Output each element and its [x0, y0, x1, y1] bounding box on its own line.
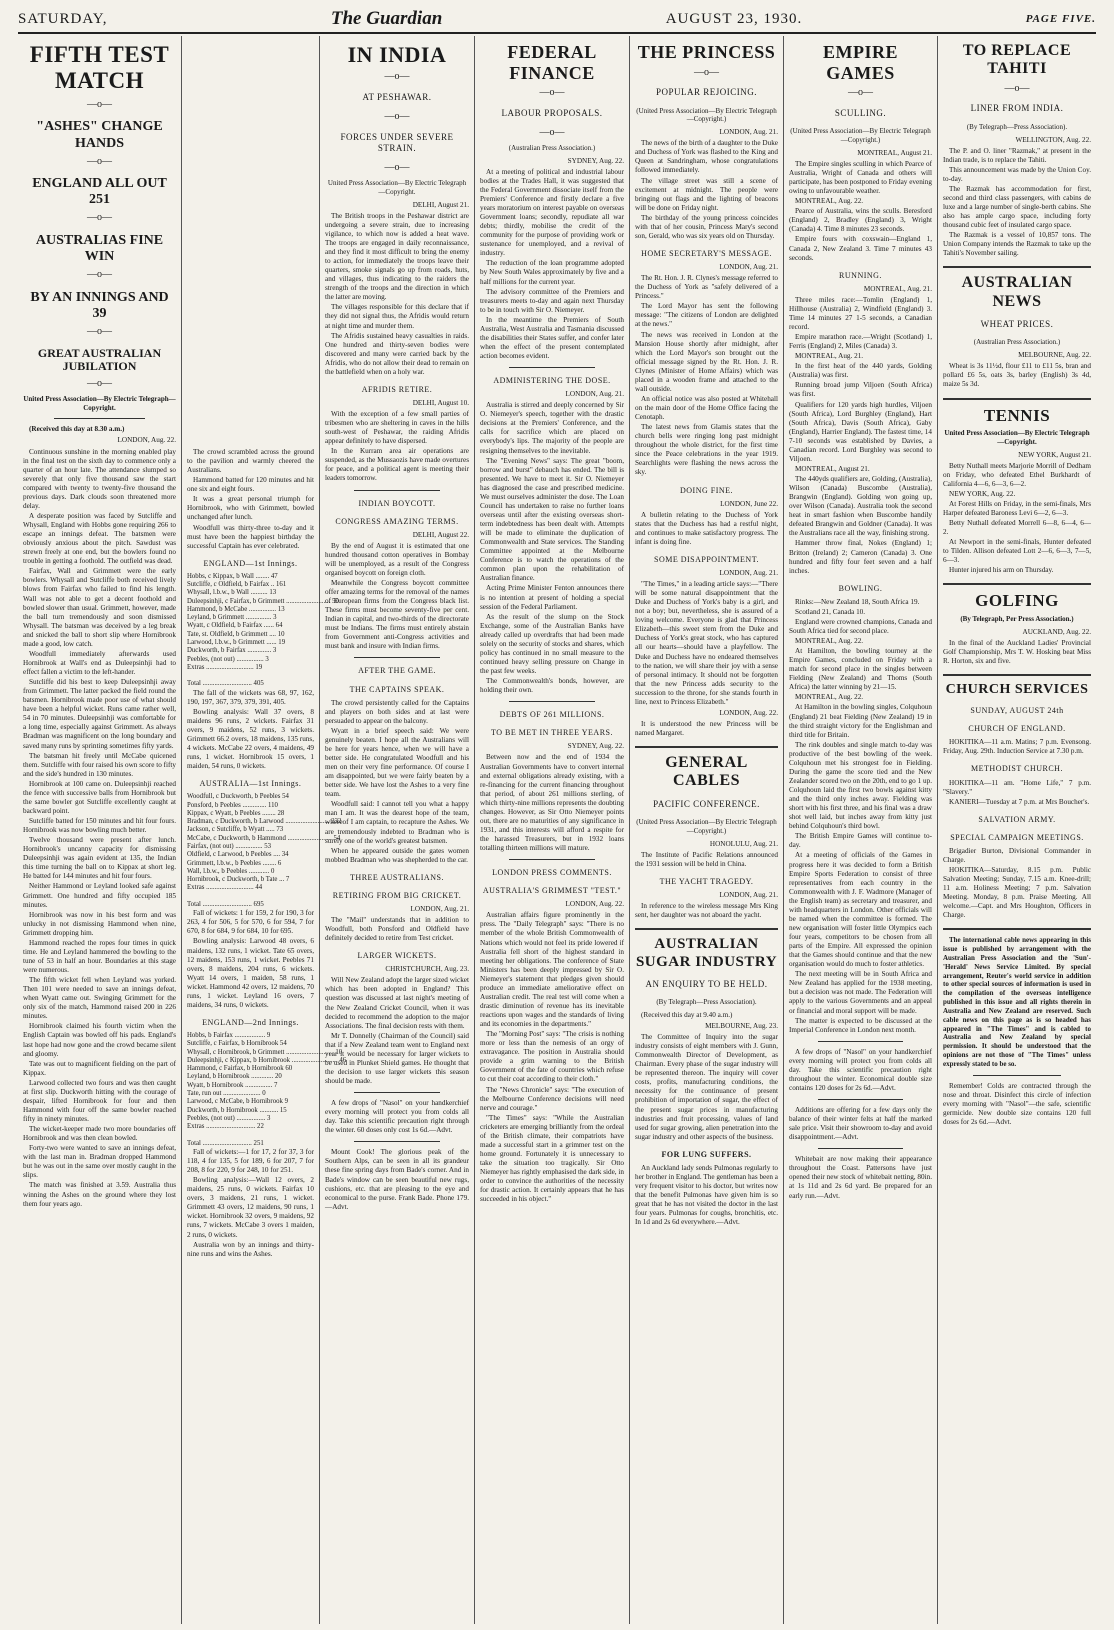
article-paragraph: Woodfull was thirty-three to-day and it must have been the happiest birthday the successful Captain has ever celebrated.: [187, 523, 314, 550]
princess-dateline: LONDON, Aug. 21.: [719, 128, 778, 137]
article-paragraph: The fifth wicket fell when Leyland was yorked. Then 101 were needed to save an innings defeat, when Wyatt came out. Swinging Grimmett for the only six of the match, Hammond raised 200 in 226 minutes.: [23, 976, 176, 1021]
article-paragraph: The "News Chronicle" says: "The execution of the Melbourne Conference decisions will need nerve and courage.": [480, 1085, 624, 1112]
article-paragraph: Brigadier Burton, Divisional Commander in Charge.: [943, 846, 1091, 864]
article-paragraph: The Institute of Pacific Relations announced the 1931 session will be held in China.: [635, 850, 778, 868]
church-england-heading: CHURCH OF ENGLAND.: [968, 724, 1066, 734]
dateline: LONDON, Aug. 21.: [719, 568, 778, 577]
article-paragraph: The Lord Mayor has sent the following message: "The citizens of London are delighted at the news.": [635, 302, 778, 329]
article-paragraph: The advisory committee of the Premiers and treasurers meets to-day and again next Thursday to be in touch with Sir O. Niemeyer.: [480, 287, 624, 314]
dateline: DELHI, August 10.: [412, 398, 469, 407]
article-paragraph: The next meeting will be in South Africa and New Zealand has applied for the 1938 meeting, but a decision was not made. The Federation will apply to the various Governments and an appeal or financial and moral support will be made.: [789, 970, 932, 1015]
article-paragraph: Three miles race:—Tomlin (England) 1, Hillhouse (Australia) 2, Windfield (England) 3. Time 14 minutes 27 1-5 seconds, a Canadian record.: [789, 295, 932, 331]
ornament: —o—: [539, 127, 565, 139]
article-paragraph: Australia is stirred and deeply concerned by Sir O. Niemeyer's speech, together with the drastic decisions at the Premiers' Conference, and the calls for sacrifice which are placed on everybody's lips. The majority of the people are resigning themselves to the inevitable.: [480, 401, 624, 455]
dateline: LONDON, Aug. 21.: [719, 263, 778, 272]
test-match-deck-2: ENGLAND ALL OUT 251: [32, 176, 167, 208]
article-paragraph: Woodfull said: I cannot tell you what a happy man I am. It was the dearest hope of the team, whereof I am captain, to recapture the Ashes. We are tremendously indebted to Bradman who is surely one of the world's greatest batsmen.: [325, 800, 469, 845]
section-subheading: TO BE MET IN THREE YEARS.: [491, 728, 613, 738]
divider: [509, 859, 595, 860]
article-paragraph: Will New Zealand adopt the larger sized wicket which has been adopted in England? This question was discussed at last night's meeting of the New Zealand Cricket Council, when it was decided to recommend the adoption to the major Associations. The final decision rests with them.: [325, 976, 469, 1030]
cables-credit: (United Press Association—By Electric Telegraph—Copyright.): [636, 818, 777, 836]
tennis-credit: United Press Association—By Electric Telegraph—Copyright.: [944, 429, 1090, 446]
church-headline: CHURCH SERVICES: [945, 682, 1089, 698]
section-heading: FOR LUNG SUFFERS.: [661, 1149, 752, 1159]
tahiti-dateline: WELLINGTON, Aug. 22.: [1015, 135, 1091, 144]
ornament: —o—: [87, 326, 112, 337]
divider: [973, 1075, 1062, 1076]
dateline: MELBOURNE, Aug. 23.: [705, 1021, 778, 1030]
masthead-date: AUGUST 23, 1930.: [665, 10, 803, 27]
advertisement: Mount Cook! The glorious peak of the Southern Alps, can be seen in all its grandeur these fine spring days from Bade's corner. And in Bade's window can be seen beautiful new rugs, cushions, etc. that are pleasing to the eye and economical to the purse. Frank Bade. Phone 179.—Advt.: [325, 1148, 469, 1211]
india-credit: United Press Association—By Electric Telegraph—Copyright.: [327, 179, 467, 196]
dateline: SYDNEY, Aug. 22.: [567, 742, 624, 751]
article-paragraph: England were crowned champions, Canada and South Africa tied for second place.: [789, 617, 932, 635]
column-empire-games: [784, 36, 938, 1624]
advertisement: A few drops of "Nasol" on your handkerchief every morning will protect you from colds all day. Take this scientific precaution right through the winter. 60 doses only cost 1s 6d.—Advt.: [325, 1099, 469, 1135]
empire-credit: (United Press Association—By Electric Telegraph—Copyright.): [790, 127, 931, 145]
article-paragraph: Hornibrook was now in his best form and was unlucky in not dismissing Hammond when nine, Grimmett dropping him.: [23, 910, 176, 937]
article-paragraph: The batsman hit freely until McCabe quicened them. Sutcliffe with four raised his own score to fifty and the side's hundred in 130 minutes.: [23, 751, 176, 778]
article-paragraph: The "Evening News" says: The great "boom, borrow and burst" debauch has ended. The bill is presented. We have to meet it. Sir O. Niemeyer has diagnosed the case and prescribed medicine. We must ourselves administer the dose. The Loan Council has undertaken to raise no further loans overseas until after the existing overseas short-term indebtedness has been dealt with. Attempts will be made to eliminate the duplication of Commonwealth and State services. The Standing Committee appointed at the Melbourne Conference is to watch the operations of the common plan upon the rehabilitation of Australian finance.: [480, 456, 624, 583]
article-paragraph: Scotland 21, Canada 10.: [795, 607, 866, 616]
divider: [354, 490, 440, 491]
article-paragraph: Fairfax, Wall and Grimmett were the early bowlers. Whysall and Sutcliffe both received lively blows from Fairfax who failed to find his length. Wall was not able to get a decent foothold and bowled slower than usual. Grimmett, however, made the ball turn tremendously and soon dismissed Whysall. The batsman was deceived by a leg break and snicked the ball to short slip where Hornibrook made a good, low catch.: [23, 567, 176, 648]
article-paragraph: This announcement was made by the Union Coy. to-day.: [943, 165, 1091, 183]
article-paragraph: The birthday of the young princess coincides with that of her cousin, Princess Mary's second son, Gerald, who was six years old on Thursday.: [635, 213, 778, 240]
masthead-page-number: PAGE FIVE.: [1025, 13, 1096, 25]
ornament: —o—: [384, 71, 410, 83]
article-paragraph: The Commonwealth's bonds, however, are holding their own.: [480, 677, 624, 695]
article-paragraph: When he appeared outside the gates women mobbed Bradman who was shepherded to the car.: [325, 846, 469, 864]
australian-news-credit: (Australian Press Association.): [973, 338, 1061, 347]
article-paragraph: In the first heat of the 440 yards, Golding (Australia) was first.: [789, 362, 932, 380]
section-subheading: CONGRESS AMAZING TERMS.: [335, 516, 459, 526]
article-paragraph: KANIERI—Tuesday at 7 p.m. at Mrs Boucher's.: [949, 797, 1090, 806]
section-heading: THE YACHT TRAGEDY.: [659, 877, 754, 887]
masthead-day: SATURDAY,: [18, 10, 108, 27]
dateline: LONDON, June 22.: [720, 499, 778, 508]
test-match-credit: United Press Association—By Electric Telegraph—Copyright.: [23, 394, 176, 412]
sugar-received: (Received this day at 9.40 a.m.): [641, 1010, 733, 1019]
princess-credit: (United Press Association—By Electric Telegraph—Copyright.): [636, 106, 777, 124]
article-paragraph: It is understood the new Princess will be named Margaret.: [635, 719, 778, 738]
scorecard-england-2nd: Hobbs, b Fairfax .................. 9 Sutcliffe, c Fairfax, b Hornibrook 54 Whysall, c Hornibrook, b Grimmett ............................ 10 Duleepsinhji, c Kippax, b Hornibrook ........................... 46 Hammond, c Fairfax, b Hornibrook 60 Leyland, b Hornibrook ............. 20 Wyatt, b Hornibrook ................ 7 Tate, run out ...................... 0 Larwood, c McCabe, b Hornibrook 9 Duckworth, b Hornibrook ........... 15 Peebles, (not out) ................. 3 Extras ............................. 22 Total ............................. 251: [187, 1032, 347, 1147]
advertisement: Additions are offering for a few days only the balance of their winter felts at half the marked sale price. Visit their showroom to-day and avoid disappointment.—Advt.: [789, 1106, 932, 1142]
federal-subhead: LABOUR PROPOSALS.: [501, 107, 603, 118]
sugar-credit: (By Telegraph—Press Association).: [656, 998, 757, 1007]
article-paragraph: The "Mail" understands that in addition to Woodfull, both Ponsford and Oldfield have definitely decided to retire from Test cricket.: [325, 915, 469, 943]
ornament: —o—: [539, 87, 565, 99]
article-paragraph: A desperate position was faced by Sutcliffe and Whysall, England with Hobbs gone requiring 266 to escape an innings defeat. The batsmen were obviously anxious about the pitch. Sawdust was strewn freely at one end, but the bowlers found no trouble in getting a foothold. The outfield was dead.: [23, 511, 176, 566]
article-paragraph: In the final of the Auckland Ladies' Provincial Golf Championship, Mrs T. W. Hosking beat Miss R. Horton, six and five.: [943, 638, 1091, 666]
empire-subhead: SCULLING.: [834, 107, 887, 118]
article-paragraph: Sutcliffe batted for 150 minutes and hit four fours. Hornibrook was now bowling much better.: [23, 817, 176, 835]
dateline: MELBOURNE, Aug. 22.: [1018, 351, 1091, 360]
article-paragraph: Hornibrook at 100 came on. Duleepsinhji reached the fence with successive balls from Hornibrook but the same bowler got Sutcliffe excellently caught at backward point.: [23, 779, 176, 815]
article-paragraph: The British Empire Games will continue to-day.: [789, 832, 932, 850]
test-match-headline: FIFTH TEST MATCH: [29, 42, 170, 94]
article-paragraph: Mr T. Donnelly (Chairman of the Council) said that if a New Zealand team went to England next year it would be necessary for larger wickets to be used in Plunket Shield games. He thought that the decision to use larger wickets this season should be made.: [325, 1031, 469, 1085]
article-paragraph: It was a great personal triumph for Hornibrook, who with Grimmett, bowled unchanged after lunch.: [187, 495, 314, 522]
church-date: SUNDAY, AUGUST 24th: [970, 706, 1064, 716]
advertisement: A few drops of "Nasol" on your handkerchief every morning will protect you from colds all day. Take this scientific precaution right throughout the winter. Economical double size contains 120 doses for 2s 6d.—Advt.: [789, 1047, 932, 1092]
empire-headline: EMPIRE GAMES: [823, 42, 898, 83]
column-tahiti: [938, 36, 1096, 1624]
article-paragraph: In reference to the wireless message Mrs King sent, her daughter was not aboard the yacht.: [635, 902, 778, 920]
article-paragraph: Australian affairs figure prominently in the press. The "Daily Telegraph" says: "There is no member of the whole British Commonwealth of Nations which would not feel its pride lowered if Australia fell short of the highest standard in meeting her obligations. The conference of State Ministers has been deeply impressed by Sir O. Niemeyer's statement that pledges given should produce an immediate ameliorative effect on Australian credit. The real test will come when a drastic diminution of revenue has its inevitable reactions upon wages and the standards of living and its economies in the departments.": [480, 911, 624, 1029]
divider: [943, 266, 1091, 268]
article-paragraph: At Hamilton, the bowling tourney at the Empire Games, concluded on Friday with a match for second place in the singles between Fielding (New Zealand) and Thoms (South Africa) the latter winning by 21—15.: [789, 647, 932, 692]
dateline: LONDON, Aug. 21.: [410, 904, 469, 913]
article-paragraph: Empire marathon race.—Wright (Scotland) 1, Ferris (England) 2, Miles (Canada) 3.: [789, 333, 932, 351]
article-paragraph: The Committee of Inquiry into the sugar industry consists of eight members with J. Gunn, Commonwealth Director of Development, as Chairman. Every phase of the sugar industry will be represented thereon. The inquiry will cover costs, profits, manufacturing conditions, the necessity for the continuance of present prohibition of importation of sugar, the effect of the present sugar prices in manufacturing industries and fruit processing, values of land used for sugar growing, alien penetration into the sugar industry and other aspects of the business.: [635, 1033, 778, 1141]
tennis-headline: TENNIS: [983, 405, 1051, 425]
ornament: —o—: [87, 212, 112, 224]
dateline: HONOLULU, Aug. 21.: [709, 839, 778, 848]
india-dateline: DELHI, August 21.: [412, 200, 469, 209]
article-paragraph: With the exception of a few small parties of tribesmen who are sheltering in caves in the hills south-west of Peshawar, the raiding Afridis appear definitely to have dispersed.: [325, 410, 469, 446]
article-paragraph: Neither Hammond or Leyland looked safe against Grimmett. One hundred and fifty occupied 185 minutes.: [23, 882, 176, 909]
article-paragraph: Between now and the end of 1934 the Australian Governments have to convert internal and external obligations already existing, with a re-financing for the current financing throughout that period, of about 261 millions sterling, of which thirty-nine millions represents the doubting changes. However, as Sir Otto Niemeyer points out, there are no maturities of any significance in 1931, and this interests will afford a respite for the harassed Treasurers, but in 1932 loans totalling thirteen millions will mature.: [480, 753, 624, 853]
divider: [54, 418, 146, 419]
ornament: —o—: [694, 66, 719, 78]
scorecard-australia-1st: Woodfull, c Duckworth, b Peebles 54 Ponsford, b Peebles .............. 110 Kippax, c Wyatt, b Peebles ........ 28 Bradman, c Duckworth, b Larwood .......................... 232 Jackson, c Sutcliffe, b Wyatt ..... 73 McCabe, c Duckworth, b Hammond .......................... 54 Fairfax, (not out) ................ 53 Oldfield, c Larwood, b Peebles .... 34 Grimmett, l.b.w., b Peebles ........ 6 Wall, l.b.w., b Peebles ............ 0 Hornibrook, c Duckworth, b Tate ... 7 Extras ............................ 44 Total ............................. 695: [187, 793, 342, 908]
sugar-headline: AUSTRALIAN SUGAR INDUSTRY: [635, 936, 778, 970]
advertisement: Whitebait are now making their appearance throughout the Coast. Pattersons have just opened their new stock of whitebait netting, 80in. at 1s 11d and 2s 6d yard. Be prepared for an early run.—Advt.: [789, 1155, 932, 1200]
test-match-deck-1: "ASHES" CHANGE HANDS: [36, 119, 163, 151]
ornament: —o—: [87, 98, 112, 110]
divider: [943, 583, 1091, 585]
bowling-analysis: Bowling analysis:—Wall 12 overs, 2 maidens, 25 runs, 0 wickets. Fairfax 10 overs, 3 maidens, 21 runs, 1 wicket. Grimmett 43 overs, 12 maidens, 90 runs, 1 wicket. Hornibrook 32 overs, 9 maidens, 92 runs, 7 wickets. McCabe 3 overs 1 maiden, 2 runs, 0 wickets.: [187, 1176, 314, 1239]
article-paragraph: Acting Prime Minister Fenton announces there is no intention at present of holding a special session of the Federal Parliament.: [480, 584, 624, 611]
article-paragraph: Tate was out to magnificent fielding on the part of Kippax.: [23, 1059, 176, 1077]
article-paragraph: Hammer throw final, Nokes (England) 1; Britton (Ireland) 2; Cameron (Canada) 3. One hundred and fifty four feet seven and a half inches.: [789, 539, 932, 575]
ornament: —o—: [848, 87, 873, 99]
scorecard-title: AUSTRALIA—1st Innings.: [199, 779, 302, 789]
divider: [354, 1092, 440, 1093]
article-paragraph: By the end of August it is estimated that one hundred thousand cotton operatives in Bombay will be unemployed, as a result of the Congress organised boycott on foreign cloth.: [325, 541, 469, 577]
church-methodist-heading: METHODIST CHURCH.: [971, 764, 1063, 774]
article-paragraph: The Razmak has accommodation for first, second and third class passengers, with cabins de luxe and a large number of single-berth cabins. She also has ample cargo space, including forty thousand cubic feet of insulated cargo space.: [943, 184, 1091, 230]
article-paragraph: At a meeting of political and industrial labour bodies at the Trades Hall, it was suggested that the Federal Government dissociate itself from the Premiers' Conference and firstly declare a five years moratorium on interest payable on overseas Government loans; secondly, repudiate all war debts; thirdly, mobilise the credit of the community for the purpose of providing work or sustenance for unemployed, and a revival of industry.: [480, 167, 624, 258]
article-paragraph: NEW YORK, Aug. 22.: [949, 489, 1016, 498]
article-paragraph: The news of the birth of a daughter to the Duke and Duchess of York was flashed to the King and Queen at Sandringham, whose congratulations followed immediately.: [635, 139, 778, 175]
section-subheading: RETIRING FROM BIG CRICKET.: [332, 890, 462, 900]
section-heading: ADMINISTERING THE DOSE.: [493, 376, 611, 386]
article-paragraph: Hunter injured his arm on Thursday.: [949, 566, 1054, 575]
article-paragraph: The Razmak is a vessel of 10,857 tons. The Union Company intends the Razmak to take up the Tahiti's November sailing.: [943, 231, 1091, 258]
masthead: [18, 6, 1096, 34]
article-paragraph: The latest news from Glamis states that the church bells were ringing long past midnight throughout the whole district, for the first time since the Peace celebrations in the year 1919. Searchlights were flashing the news across the sky.: [635, 423, 778, 477]
section-subheading: AUSTRALIA'S GRIMMEST "TEST.": [482, 886, 622, 896]
golfing-headline: GOLFING: [975, 591, 1059, 611]
fall-of-wickets: Fall of wickets: 1 for 159, 2 for 190, 3 for 263, 4 for 506, 5 for 570, 6 for 594, 7 for 670, 8 for 684, 9 for 684, 10 for 695.: [187, 909, 314, 936]
column-test-match: [18, 36, 182, 1624]
article-paragraph: Forty-two were wanted to save an innings defeat, with the last man in. Bradman dropped Hammond but he was out in the same over mostly caught in the slips.: [23, 1144, 176, 1180]
article-paragraph: MONTREAL, Aug. 22.: [795, 637, 864, 646]
article-paragraph: At a meeting of officials of the Games in progress here it was decided to form a British Empire Sports Federation to consist of three representatives from each country in the Commonwealth with J. F. Wadmore (Manager of the English team) as secretary and treasurer, and with headquarters in London. Other officials will be named when the committee is formed. The new organisation will foster little Olympics each four years, competitors to be chosen from all parts of the Empire. All expressed the opinion that the Games should continue and that the new organisation would do much to foster athletics.: [789, 851, 932, 969]
india-subhead: AT PESHAWAR.: [362, 91, 432, 102]
princess-headline: THE PRINCESS: [637, 42, 776, 62]
church-salvation-subheading: SPECIAL CAMPAIGN MEETINGS.: [950, 832, 1084, 842]
church-salvation-heading: SALVATION ARMY.: [978, 814, 1056, 824]
article-paragraph: Larwood collected two fours and was then caught at first slip. Duckworth hitting with the courage of despair, lifted Hornibrook for four and then Hammond with four off the same bowler reached fifty in ninety minutes.: [23, 1078, 176, 1124]
article-paragraph: The "Morning Post" says: "The crisis is nothing more or less than the nemesis of an orgy of extravagance. The position in Australia should provide a grim warning to the British Government of the fate of countries which refuse to cut their coat according to their cloth.": [480, 1030, 624, 1084]
section-heading: HOME SECRETARY'S MESSAGE.: [641, 248, 772, 258]
test-match-received: (Received this day at 8.30 a.m.): [29, 425, 125, 434]
advertisement: An Auckland lady sends Pulmonas regularly to her brother in England. The gentleman has been a very frequent visitor to his doctor, but writes now that the benefit Pulmonas have given him is so great that he has not visited the doctor in the last four years. Pulmonas for coughs, bronchitis, etc. In 1d and 2s 6d everywhere.—Advt.: [635, 1163, 778, 1227]
dateline: NEW YORK, August 21.: [1018, 450, 1091, 459]
section-heading: DEBTS OF 261 MILLIONS.: [499, 710, 605, 720]
divider: [943, 398, 1091, 400]
page-columns: [18, 36, 1096, 1624]
tahiti-subhead: LINER FROM INDIA.: [970, 103, 1064, 114]
section-heading: DOING FINE.: [679, 485, 734, 495]
article-paragraph: Hornibrook claimed his fourth victim when the English Captain was bowled off his pads. England's last hope had now gone and the crowd became silent and gloomy.: [23, 1022, 176, 1058]
tahiti-headline: TO REPLACE TAHITI: [962, 42, 1072, 78]
article-paragraph: In the meantime the Premiers of South Australia, West Australia and Tasmania discussed the disabilities their States suffer, and confer later when the effect of the present contemplated action becomes evident.: [480, 315, 624, 361]
article-paragraph: Meanwhile the Congress boycott committee offer amazing terms for the removal of the names of European firms from the Congress black list. These firms must become seventy-five per cent. Indian in capital, and two-thirds of the directorate must be Indians. The firms must entirely abstain from Government anti-Congress activities and must bank and insure with Indian firms.: [325, 578, 469, 651]
article-paragraph: Wyatt in a brief speech said: We were genuinely beaten. I hope all the Australians will be here for years hence, when we will have a better side. He congratulated Woodfull and his men on their very fine performance. Of course I am disappointed, but we were fairly beaten by a better side. We have lost the Ashes to a very fine team.: [325, 726, 469, 799]
article-paragraph: Rinks:—New Zealand 18, South Africa 19.: [795, 597, 920, 606]
fall-of-wickets: The fall of the wickets was 68, 97, 162, 190, 197, 367, 379, 379, 391, 405.: [187, 688, 314, 706]
article-paragraph: At Newport in the semi-finals, Hunter defeated to Tilden. Allison defeated Lott 2—6, 6—3, 7—5, 6—3.: [943, 538, 1091, 565]
article-paragraph: Hammond batted for 120 minutes and hit one six and eight fours.: [187, 476, 314, 494]
article-paragraph: Wheat is 3s 11½d, flour £11 to £11 5s, bran and pollard £6 5s, oats 3s, barley (English) 3s 4d, maize 5s 3d.: [943, 362, 1091, 389]
section-heading: LARGER WICKETS.: [357, 951, 437, 961]
divider: [635, 746, 778, 748]
india-headline: IN INDIA: [347, 42, 447, 67]
article-paragraph: HOKITIKA—Saturday, 8.15 p.m. Public Salvation Meeting; Sunday, 7.15 a.m. Knee-drill; 11 a.m. Holiness Meeting; 7 p.m. Salvation Meeting. Monday, 8 p.m. Praise Meeting. All welcome.—Capt. and Mrs Houghton, Officers in Charge.: [943, 866, 1091, 920]
india-subhead-2: FORCES UNDER SEVERE STRAIN.: [340, 131, 454, 154]
australian-news-subhead: WHEAT PRICES.: [980, 319, 1054, 330]
article-paragraph: The news was received in London at the Mansion House shortly after midnight, after which the Lord Mayor's son brought out the official message signed by the Rt. Hon. J. R. Clynes (Minister of Home Affairs) which was placed in a wooden frame and attached to the wall outside.: [635, 330, 778, 393]
divider: [509, 701, 595, 702]
dateline: LONDON, Aug. 21.: [719, 891, 778, 900]
test-match-deck-3: AUSTRALIAS FINE WIN: [35, 233, 164, 265]
article-paragraph: In the Kurram area air operations are suspended, as the Mussaozis have made overtures for peace, and a political agent is meeting their leaders tomorrow.: [325, 447, 469, 483]
dateline: DELHI, August 22.: [412, 530, 469, 539]
tahiti-credit: (By Telegraph—Press Association).: [966, 122, 1068, 131]
article-paragraph: Qualifiers for 120 yards high hurdles, Viljoen (South Africa), Lord Burghley (England), Hart (South Africa), Davis (South Africa), Gaby (England), Harrier England). The fastest time, 14 7-10 seconds was established by Davies, a Canadian record. Lord Burghley was second to Viljoen.: [789, 400, 932, 463]
article-paragraph: An official notice was also posted at Whitehall on the main door of the Home Office facing the Cenotaph.: [635, 394, 778, 422]
section-subheading: THE CAPTAINS SPEAK.: [349, 684, 445, 694]
article-paragraph: The reduction of the loan programme adopted by New South Wales approximately by five and a half millions for the current year.: [480, 259, 624, 286]
divider: [818, 1148, 904, 1149]
article-paragraph: Sutcliffe did his best to keep Duleepsinhji away from Grimmett. The latter packed the field round the batsmen. Hornibrook made poor use of what should have been a helpful wicket. Runs came rather well, 54 in 70 minutes. Duleepsinhji was comfortable for a long time, especially against Grimmett. As always Bradman was magnificent on the long boundary and saved many runs by sprinting sometimes fifty yards.: [23, 678, 176, 750]
federal-credit: (Australian Press Association.): [508, 143, 596, 152]
article-paragraph: The villages responsible for this declare that if they did not signal thus, the Afridis would return at night time and murder them.: [325, 303, 469, 330]
cable-news-notice: The international cable news appearing in this issue is published by arrangement with the Australian Press Association and the 'Sun'-'Herald' News Service Limited. By special arrangement, Reuter's world service in addition to other special sources of information is used in the compilation of the overseas intelligence published in this issue and all rights therein in Australia and New Zealand are reserved. Such cable news on this page as is so headed has appeared in "The Times" and is cabled to Australia and New Zealand by special permission. It should be understood that the opinions are not those of "The Times" unless expressly stated to be so.: [943, 936, 1091, 1068]
advertisement: Remember! Colds are contracted through the nose and throat. Disinfect this circle of infection every morning with "Nasol"—the safe, scientific germicide. New double size contains 120 full doses for 2s 6d.—Advt.: [943, 1081, 1091, 1126]
cables-subhead: PACIFIC CONFERENCE.: [653, 798, 760, 809]
federal-dateline: SYDNEY, Aug. 22.: [567, 156, 624, 165]
divider: [818, 1099, 904, 1100]
article-paragraph: MONTREAL, Aug. 22.: [795, 197, 864, 206]
divider: [818, 1041, 904, 1042]
article-paragraph: The rink doubles and single match to-day was productive of the best bowling of the week. Colquhoun met his strongest foe in Fielding. During the game the score tied and the New Zealander scored two on the 20th, end to go 1 up. Colquhoun laid the first two bowls against kitty and the third only inches away. Fielding was short with his first three, and his final was a draw shot well laid, but inches away from kitty just behind Colquhoun's third bowl.: [789, 740, 932, 831]
article-paragraph: The crowd persistently called for the Captains and players on both sides and at last were persuaded to appear on the balcony.: [325, 698, 469, 725]
dateline: LONDON, Aug. 22.: [565, 900, 624, 909]
article-paragraph: The 440yds qualifiers are, Golding, (Australia), Wilson (Canada) Buscombe (Australia), Brangwin (England). Golding won going up, over Wilson (Canada). Australia took the second heat in smart fashion when Buscombe handily defeated Brangwin and Goldner (Canada). It was the Australians race all the way, finishing strong.: [789, 475, 932, 538]
section-heading: LONDON PRESS COMMENTS.: [492, 868, 612, 878]
test-match-deck-5: GREAT AUSTRALIAN JUBILATION: [37, 345, 162, 374]
article-paragraph: Continuous sunshine in the morning enabled play in the final test on the sixth day to commence only a quarter of an hour late. The attendance slumped so severely that only five thousand saw the start compared with twenty to twenty-five thousand the previous days. Dark clouds soon threatened more delay.: [23, 447, 176, 510]
australian-news-headline: AUSTRALIAN NEWS: [961, 274, 1073, 310]
article-paragraph: The match was finished at 3.59. Australia thus winning the Ashes on the ground where they lost them four years ago.: [23, 1181, 176, 1208]
ornament: —o—: [87, 378, 112, 390]
test-match-deck-4: BY AN INNINGS AND 39: [30, 289, 169, 321]
column-princess: [630, 36, 784, 1624]
divider: [943, 928, 1091, 930]
article-paragraph: "The Times," in a leading article says:—"There will be some natural disappointment that the Duke and Duchess of York's baby is a girl, and not a boy; but, nevertheless, she is assured of a loving welcome. Everyone is glad that Princess Elizabeth—this sweet stem from the Duke and Duchess of York's great stock, who has captured all our hearts—should have a playfellow. The Duke and Duchess have no endeared themselves to the nation, we will share their joy with a sense of personal intimacy. It should not be forgotten that the new Princess adds security to the succession to the throne, for she stands fourth in line, next to Princess Elizabeth.": [635, 580, 778, 706]
column-federal-finance: [475, 36, 630, 1624]
dateline: LONDON, Aug. 22.: [719, 708, 778, 717]
masthead-paper-name: The Guardian: [330, 8, 443, 29]
article-paragraph: A bulletin relating to the Duchess of York states that the Duchess has had a restful night, and continues to make satisfactory progress. The infant is doing fine.: [635, 510, 778, 546]
article-paragraph: The Empire singles sculling in which Pearce of Australia, Wright of Canada and others will participate, has been postponed to Friday evening owing to unfavourable weather.: [789, 159, 932, 196]
article-paragraph: Woodfull immediately afterwards used Hornibrook at Wall's end as Duleepsinhji had to effect fallen a victim to the left-hander.: [23, 649, 176, 677]
divider: [635, 928, 778, 930]
article-paragraph: At Hamilton in the bowling singles, Colquhoun (England) 21 beat Fielding (New Zealand) 19 in the third straight victory for the Englishman and third title for Britain.: [789, 703, 932, 739]
ornament: —o—: [384, 162, 410, 174]
section-heading: RUNNING.: [839, 270, 882, 280]
column-in-india: [320, 36, 475, 1624]
ornament: —o—: [1004, 82, 1030, 94]
article-paragraph: MONTREAL, August 21.: [795, 464, 870, 473]
fall-of-wickets: Fall of wickets:—1 for 17, 2 for 37, 3 for 118, 4 for 135, 5 for 189, 6 for 207, 7 for 208, 8 for 220, 9 for 248, 10 for 251.: [187, 1147, 314, 1175]
dateline: LONDON, Aug. 21.: [565, 390, 624, 399]
article-paragraph: The wicket-keeper made two more boundaries off Hornibrook and was then clean bowled.: [23, 1125, 176, 1143]
dateline: MONTREAL, Aug. 21.: [863, 284, 932, 293]
divider: [354, 1141, 440, 1142]
ornament: —o—: [87, 269, 112, 281]
article-paragraph: The P. and O. liner "Razmak," at present in the Indian trade, is to replace the Tahiti.: [943, 146, 1091, 164]
section-heading: AFRIDIS RETIRE.: [361, 384, 433, 394]
article-paragraph: MONTREAL, Aug. 22.: [795, 693, 864, 702]
article-paragraph: The Rt. Hon. J. R. Clynes's message referred to the Duchess of York as "safely delivered of a Princess.": [635, 274, 778, 301]
match-result: Australia won by an innings and thirty-nine runs and wins the Ashes.: [187, 1240, 314, 1258]
section-heading: AFTER THE GAME.: [358, 666, 436, 676]
article-paragraph: Pearce of Australia, wins the sculls. Beresford (England) 2, Bradley (England) 3, Wright (Canada) 4. Time 8 minutes 23 seconds.: [789, 207, 932, 234]
article-paragraph: MONTREAL, Aug. 21.: [795, 352, 864, 361]
article-paragraph: The Afridis sustained heavy casualties in raids. One hundred and thirty-seven bodies were discovered and many were carried back by the Afridis, who do not allow their dead to remain on the battlefield when on a holy war.: [325, 331, 469, 376]
dateline: CHRISTCHURCH, Aug. 23.: [385, 965, 469, 974]
divider: [943, 674, 1091, 676]
article-paragraph: The village street was still a scene of excitement at midnight. The people were bringing out flags and the lighting of beacons will be done on Friday night.: [635, 176, 778, 212]
article-paragraph: Running broad jump Viljoen (South Africa) was first.: [789, 381, 932, 399]
dateline: AUCKLAND, Aug. 22.: [1022, 627, 1091, 636]
section-heading: THREE AUSTRALIANS.: [350, 872, 444, 882]
bowling-analysis: Bowling analysis: Larwood 48 overs, 6 maidens, 132 runs, 1 wicket. Tate 65 overs, 12 maidens, 153 runs, 1 wicket. Peebles 71 overs, 8 maidens, 204 runs, 6 wickets. Wyatt 14 overs, 1 maiden, 58 runs, 1 wicket. Hammond 42 overs, 12 maidens, 70 runs, 1 wicket. Leyland 16 overs, 7 maidens, 34 runs, 0 wickets.: [187, 937, 314, 1009]
empire-dateline: MONTREAL, August 21.: [857, 148, 932, 157]
federal-headline: FEDERAL FINANCE: [507, 42, 597, 83]
article-paragraph: As the result of the slump on the Stock Exchange, some of the Australian Banks have already called up overdrafts that had been made solely on the security of stocks and shares, which policy has continued in no small measure to the continued heavy selling pressure on Change in the past few weeks.: [480, 612, 624, 676]
article-paragraph: Empire fours with coxswain—England 1, Canada 2, New Zealand 3. Time 7 minutes 43 seconds.: [789, 235, 932, 262]
sugar-subhead: AN ENQUIRY TO BE HELD.: [645, 978, 768, 989]
divider: [509, 367, 595, 368]
scorecard-title: ENGLAND—2nd Innings.: [202, 1017, 299, 1027]
ornament: —o—: [87, 155, 112, 167]
golfing-credit: (By Telegraph, Per Press Association.): [960, 615, 1074, 624]
article-paragraph: The matter is expected to be discussed at the Imperial Conference in London next month.: [789, 1016, 932, 1034]
bowling-analysis: Bowling analysis: Wall 37 overs, 8 maidens 96 runs, 2 wickets. Fairfax 31 overs, 9 maidens, 52 runs, 3 wickets. Grimmett 66.2 overs, 18 maidens, 135 runs, 4 wickets. McCabe 22 overs, 4 maidens, 49 runs, 1 wicket. Hornibrook 15 overs, 1 maiden, 54 runs, 0 wickets.: [187, 707, 314, 771]
article-paragraph: "The Times" says: "While the Australian cricketers are emerging brilliantly from the ordeal of the British climate, their compatriots have made a successful start in a grimmer test on the home ground. Fortunately it is unnecessary to take the situation too tragically. Sir Otto Niemeyer has rightly emphasised the dark side, in order to convince the authorities of the necessity for drastic action. It certainly appears that he has succeeded in his object.": [480, 1113, 624, 1204]
test-match-dateline: LONDON, Aug. 22.: [117, 436, 176, 445]
princess-subhead: POPULAR REJOICING.: [655, 87, 757, 98]
column-test-scores: [182, 36, 347, 1624]
article-paragraph: Betty Nuthall meets Marjorie Morrill of Dedham on Friday, who defeated Ethel Burkhardt of California 4—6, 6—3, 6—2.: [943, 461, 1091, 488]
cables-headline: GENERAL CABLES: [665, 754, 748, 790]
article-paragraph: Betty Nuthall defeated Morrell 6—8, 6—4, 6—2.: [943, 519, 1091, 537]
section-heading: SOME DISAPPOINTMENT.: [654, 554, 759, 564]
scorecard-title: ENGLAND—1st Innings.: [203, 558, 298, 568]
article-paragraph: Twelve thousand were present after lunch. Hornibrook's uncanny capacity for dismissing Duleepsinhji was again evident at 135, the Indian this time turning the ball on to Kippax at short leg. He batted for 144 minutes and hit four fours.: [23, 836, 176, 881]
ornament: —o—: [384, 111, 410, 123]
divider: [354, 657, 440, 658]
article-paragraph: The crowd scrambled across the ground to the pavilion and warmly cheered the Australians.: [187, 448, 314, 475]
article-paragraph: HOKITIKA—11 a.m. Matins; 7 p.m. Evensong. Friday, Aug. 29th. Induction Service at 7.30 p.m.: [943, 738, 1091, 756]
article-paragraph: HOKITIKA—11 am. "Home Life," 7 p.m. "Slavery.": [943, 778, 1091, 796]
section-heading: INDIAN BOYCOTT.: [358, 498, 436, 508]
article-paragraph: At Forest Hills on Friday, in the semi-finals, Mrs Harper defeated Baroness Levi 6—2, 6—3.: [943, 499, 1091, 518]
section-heading: BOWLING.: [838, 583, 883, 593]
article-paragraph: Hammond reached the ropes four times in quick time. He and Leyland hammered the bowling to the tune of 53 in half an hour. Boundaries at this stage were numerous.: [23, 938, 176, 975]
scorecard-england-1st: Hobbs, c Kippax, b Wall ........ 47 Sutcliffe, c Oldfield, b Fairfax .. 161 Whysall, l.b.w., b Wall .......... 13 Duleepsinhji, c Fairfax, b Grimmett .......................... 50 Hammond, b McCabe ................ 13 Leyland, b Grimmett ............... 3 Wyatt, c Oldfield, b Fairfax ...... 64 Tate, st. Oldfield, b Grimmett .... 10 Larwood, l.b.w., b Grimmett ...... 19 Duckworth, b Fairfax .............. 3 Peebles, (not out) ................ 3 Extras ............................ 19 Total ............................. 405: [187, 572, 339, 688]
article-paragraph: The British troops in the Peshawar district are undergoing a severe strain, due to increasing vigilance, to which now is added a heat wave. The troops are engaged in daily reconnaissance, and they find it most difficult to bring the enemy to action, for immediately the troops leave their quarters, smoke signals go up from roads, huts, and villages, thus indicating to the raiders the strength of the troops and the direction in which the latter are moving.: [325, 211, 469, 302]
